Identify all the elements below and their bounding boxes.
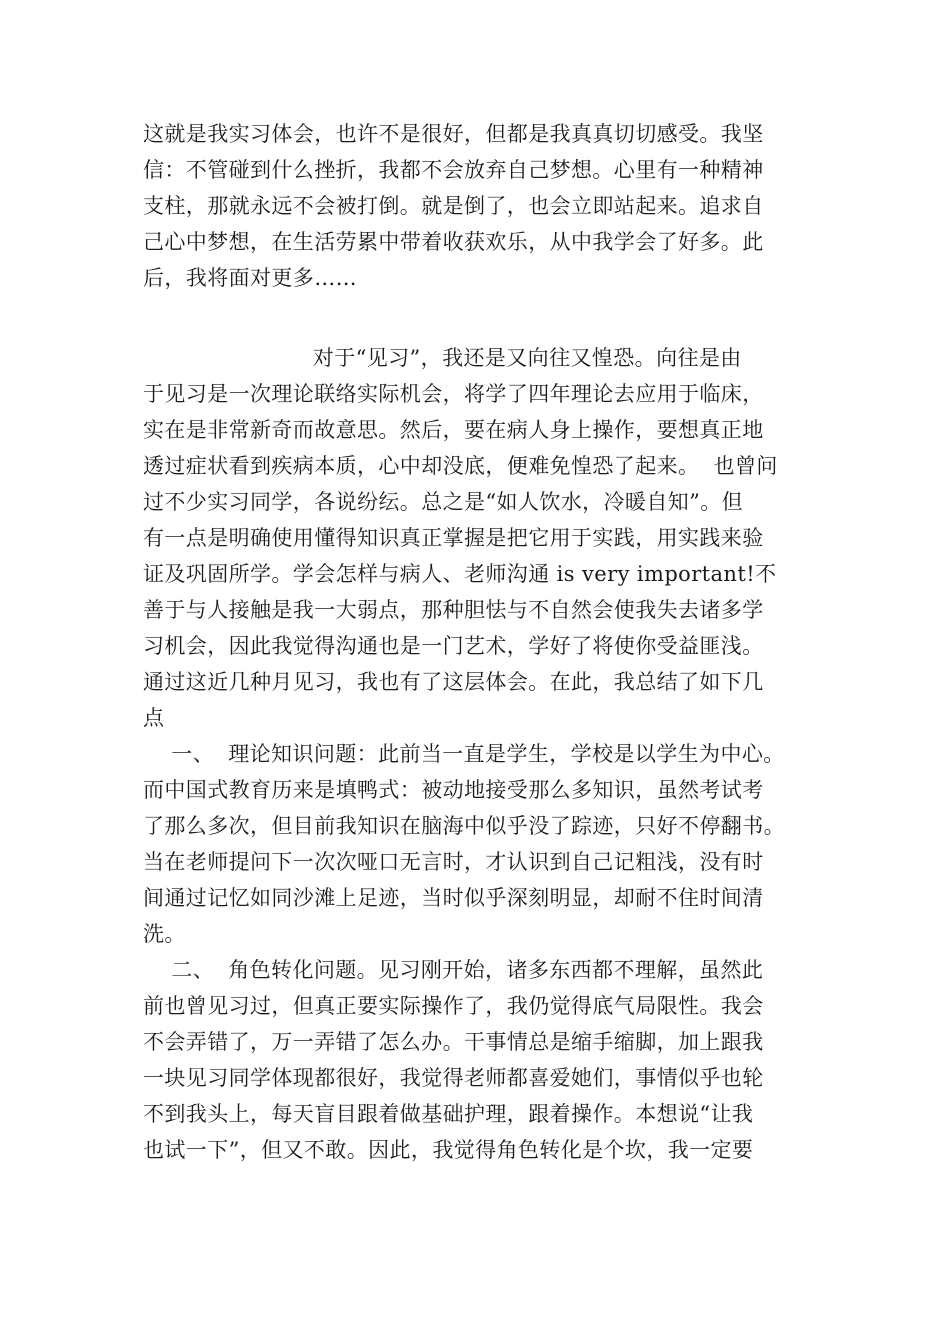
text-line: 洗。: [143, 922, 186, 946]
body-text: [143, 340, 843, 1168]
text-line: 点: [143, 706, 165, 730]
text-line: 一、 理论知识问题：此前当一直是学生，学校是以学生为中心。: [143, 742, 785, 766]
text-line: 不会弄错了，万一弄错了怎么办。干事情总是缩手缩脚，加上跟我: [143, 1030, 764, 1054]
text-line: 过不少实习同学，各说纷纭。总之是“如人饮水，冷暖自知”。但: [143, 490, 744, 514]
text-line: 当在老师提问下一次次哑口无言时，才认识到自己记粗浅，没有时: [143, 850, 764, 874]
text-line: 对于“见习”，我还是又向往又惶恐。向往是由: [143, 346, 742, 370]
text-line: 一块见习同学体现都很好，我觉得老师都喜爱她们，事情似乎也轮: [143, 1066, 764, 1090]
paragraph-internship-intro: [143, 340, 843, 736]
text-line: 善于与人接触是我一大弱点，那种胆怯与不自然会使我失去诸多学: [143, 598, 764, 622]
text-line: 己心中梦想，在生活劳累中带着收获欢乐，从中我学会了好多。此: [143, 230, 764, 254]
text-line: 有一点是明确使用懂得知识真正掌握是把它用于实践，用实践来验: [143, 526, 764, 550]
paragraph-role-transition: [143, 952, 843, 1168]
paragraph-theory-knowledge: [143, 736, 843, 952]
text-line: 于见习是一次理论联络实际机会，将学了四年理论去应用于临床，: [143, 382, 764, 406]
text-line: 二、 角色转化问题。见习刚开始，诸多东西都不理解，虽然此: [143, 958, 764, 982]
text-line: 这就是我实习体会，也许不是很好，但都是我真真切切感受。我坚: [143, 122, 764, 146]
text-line: 了那么多次，但目前我知识在脑海中似乎没了踪迹，只好不停翻书。: [143, 814, 785, 838]
text-line: 而中国式教育历来是填鸭式：被动地接受那么多知识，虽然考试考: [143, 778, 764, 802]
text-line: 证及巩固所学。学会怎样与病人、老师沟通 is very important!不: [143, 562, 777, 586]
text-line: 不到我头上，每天盲目跟着做基础护理，跟着操作。本想说“让我: [143, 1102, 754, 1126]
text-line: 实在是非常新奇而故意思。然后，要在病人身上操作，要想真正地: [143, 418, 764, 442]
text-line: 透过症状看到疾病本质，心中却没底，便难免惶恐了起来。 也曾问: [143, 454, 778, 478]
text-line: 支柱，那就永远不会被打倒。就是倒了，也会立即站起来。追求自: [143, 194, 764, 218]
text-line: 后，我将面对更多……: [143, 266, 357, 290]
text-line: 通过这近几种月见习，我也有了这层体会。在此，我总结了如下几: [143, 670, 764, 694]
text-line: 习机会，因此我觉得沟通也是一门艺术，学好了将使你受益匪浅。: [143, 634, 764, 658]
text-line: 也试一下”，但又不敢。因此，我觉得角色转化是个坎，我一定要: [143, 1138, 754, 1162]
text-line: 前也曾见习过，但真正要实际操作了，我仍觉得底气局限性。我会: [143, 994, 764, 1018]
text-line: 信：不管碰到什么挫折，我都不会放弃自己梦想。心里有一种精神: [143, 158, 764, 182]
paragraph-reflection-summary: [143, 116, 843, 296]
text-line: 间通过记忆如同沙滩上足迹，当时似乎深刻明显，却耐不住时间清: [143, 886, 764, 910]
